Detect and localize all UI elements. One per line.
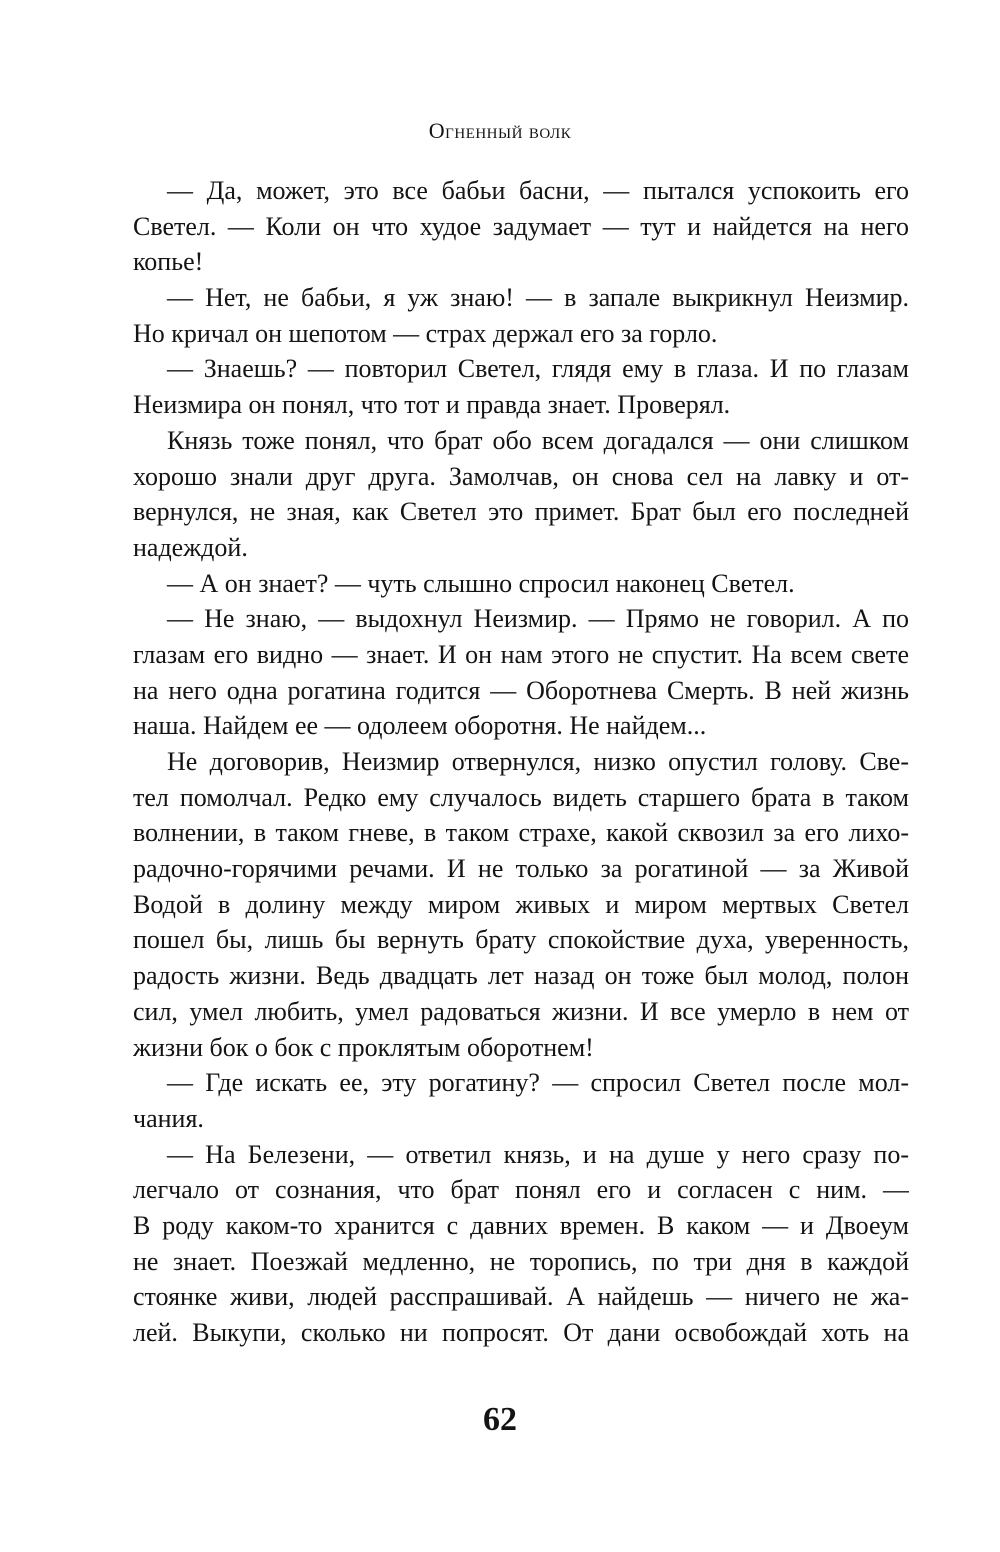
text-line: — На Белезени, — ответил князь, и на душе у него сразу по- bbox=[167, 1139, 909, 1169]
text-line: Водой в долину между миром живых и миром мертвых Светел bbox=[133, 889, 909, 919]
text-line: жизни бок о бок с проклятым оборотнем! bbox=[133, 1032, 594, 1062]
text-line: хорошо знали друг друга. Замолчав, он снова сел на лавку и от- bbox=[133, 461, 909, 491]
text-line: стоянке живи, людей расспрашивай. А найдешь — ничего не жа- bbox=[133, 1282, 909, 1312]
text-line: тел помолчал. Редко ему случалось видеть старшего брата в таком bbox=[133, 782, 909, 812]
text-line: копье! bbox=[133, 247, 204, 277]
text-line: надеждой. bbox=[133, 532, 248, 562]
text-line: пошел бы, лишь бы вернуть брату спокойствие духа, уверенность, bbox=[133, 925, 909, 955]
text-line: радость жизни. Ведь двадцать лет назад он тоже был молод, полон bbox=[133, 961, 909, 991]
text-line: на него одна рогатина годится — Оборотнева Смерть. В ней жизнь bbox=[133, 675, 909, 705]
text-line: глазам его видно — знает. И он нам этого не спустит. На всем свете bbox=[133, 639, 909, 669]
text-line: не знает. Поезжай медленно, не торопись, по три дня в каждой bbox=[133, 1246, 909, 1276]
text-line: — Да, может, это все бабьи басни, — пытался успокоить его bbox=[167, 176, 909, 205]
text-line: В роду каком-то хранится с давних времен. В каком — и Двоеум bbox=[133, 1210, 909, 1240]
text-line: вернулся, не зная, как Светел это примет. Брат был его последней bbox=[133, 497, 909, 527]
text-line: радочно-горячими речами. И не только за рогатиной — за Живой bbox=[133, 854, 909, 884]
text-line: лей. Выкупи, сколько ни попросят. От дани освобождай хоть на bbox=[133, 1318, 909, 1347]
text-line: волнении, в таком гневе, в таком страхе, какой сквозил за его лихо- bbox=[133, 818, 909, 848]
text-line: чания. bbox=[133, 1103, 204, 1133]
text-line: Неизмира он понял, что тот и правда знает. Проверял. bbox=[133, 390, 731, 420]
body-text bbox=[133, 173, 909, 1351]
text-line: — Не знаю, — выдохнул Неизмир. — Прямо не говорил. А по bbox=[167, 604, 909, 634]
text-line: Не договорив, Неизмир отвернулся, низко опустил голову. Све- bbox=[167, 747, 909, 776]
text-line: Но кричал он шепотом — страх держал его за горло. bbox=[133, 318, 718, 348]
page-number: 62 bbox=[483, 1401, 517, 1438]
text-line: — Где искать ее, эту рогатину? — спросил Светел после мол- bbox=[167, 1068, 909, 1098]
text-line: — А он знает? — чуть слышно спросил наконец Светел. bbox=[167, 568, 795, 598]
text-line: сил, умел любить, умел радоваться жизни. И все умерло в нем от bbox=[133, 996, 909, 1026]
text-line: — Знаешь? — повторил Светел, глядя ему в глаза. И по глазам bbox=[167, 354, 909, 384]
text-line: Князь тоже понял, что брат обо всем догадался — они слишком bbox=[167, 425, 909, 455]
running-title: Огненный волк bbox=[428, 118, 572, 143]
text-line: — Нет, не бабьи, я уж знаю! — в запале выкрикнул Неизмир. bbox=[167, 283, 909, 313]
text-line: наша. Найдем ее — одолеем оборотня. Не найдем... bbox=[133, 711, 707, 741]
text-line: Светел. — Коли он что худое задумает — тут и найдется на него bbox=[133, 211, 909, 241]
text-line: легчало от сознания, что брат понял его и согласен с ним. — bbox=[133, 1175, 909, 1205]
